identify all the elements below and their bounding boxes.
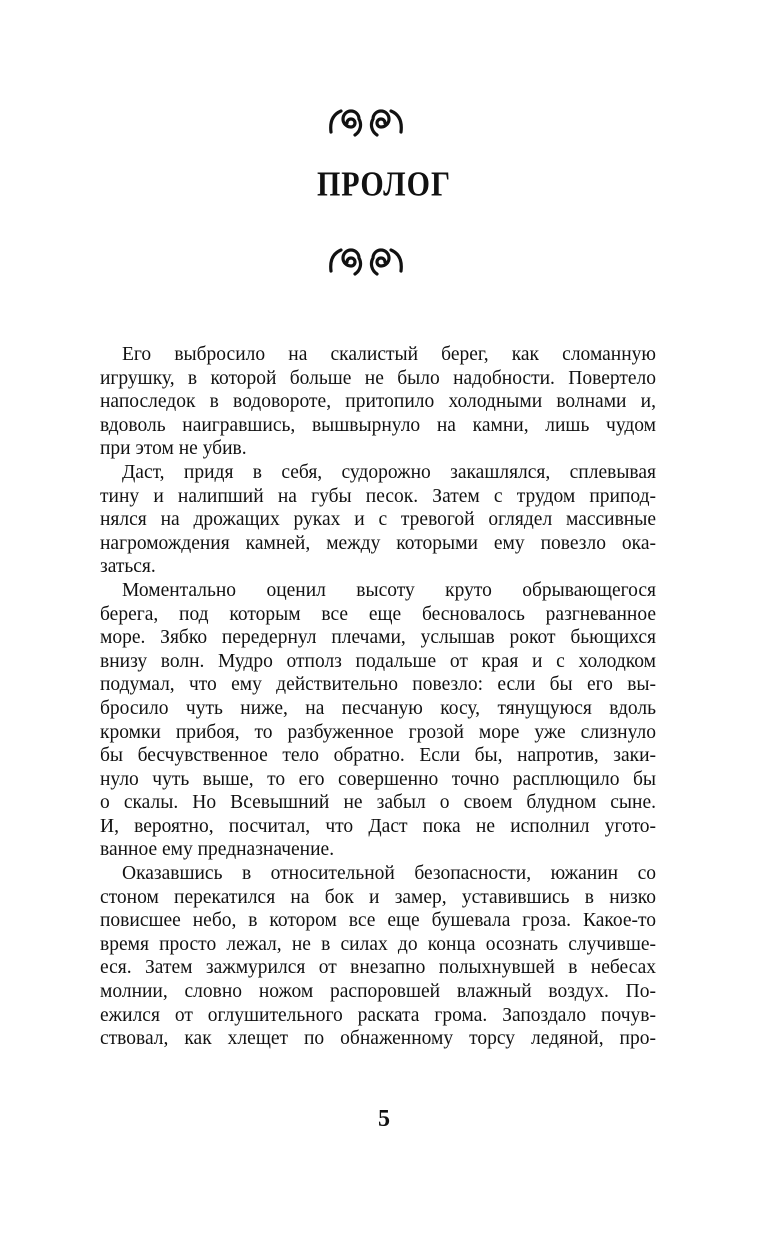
text-line: еся. Затем зажмурился от внезапно полыхнувшей в небесах: [100, 957, 656, 979]
text-line: Моментально оценил высоту круто обрывающегося: [122, 579, 656, 601]
text-line: стоном перекатился на бок и замер, уставившись в низко: [100, 886, 656, 908]
text-line: внизу волн. Мудро отполз подальше от края и с холодком: [100, 650, 656, 672]
paragraph: [100, 461, 656, 579]
text-line: нагромождения камней, между которыми ему повезло ока-: [100, 532, 656, 554]
text-line: И, вероятно, посчитал, что Даст пока не исполнил угото-: [100, 815, 656, 837]
text-line: море. Зябко передернул плечами, услышав рокот бьющихся: [100, 627, 656, 649]
paragraph: [100, 862, 656, 1051]
text-line: время просто лежал, не в силах до конца осознать случивше-: [100, 933, 656, 955]
text-line: Его выбросило на скалистый берег, как сломанную: [122, 344, 656, 365]
text-line: подумал, что ему действительно повезло: если бы его вы-: [100, 674, 656, 696]
text-line: заться.: [100, 556, 156, 578]
text-line: ежился от оглушительного раската грома. Запоздало почув-: [100, 1004, 656, 1026]
text-line: Оказавшись в относительной безопасности, южанин со: [122, 863, 656, 885]
text-line: напоследок в водовороте, притопило холодными волнами и,: [100, 391, 656, 413]
double-spiral-ornament-icon: [327, 106, 405, 140]
text-line: Даст, придя в себя, судорожно закашлялся, сплевывая: [122, 461, 656, 483]
double-spiral-ornament-icon: [327, 245, 405, 279]
text-line: нуло чуть выше, то его совершенно точно расплющило бы: [100, 768, 656, 790]
text-line: нялся на дрожащих руках и с тревогой оглядел массивные: [100, 509, 656, 531]
text-line: молнии, словно ножом распоровшей влажный воздух. По-: [100, 981, 656, 1003]
text-line: тину и налипший на губы песок. Затем с трудом припод-: [100, 485, 656, 507]
text-line: о скалы. Но Всевышний не забыл о своем блудном сыне.: [100, 792, 656, 814]
text-line: игрушку, в которой больше не было надобности. Повертело: [100, 367, 656, 389]
text-line: ванное ему предназначение.: [100, 839, 335, 861]
text-line: вдоволь наигравшись, вышвырнуло на камни, лишь чудом: [100, 414, 656, 436]
page-number: 5: [378, 1106, 390, 1132]
paragraph: [100, 579, 656, 862]
text-line: при этом не убив.: [100, 438, 247, 460]
text-line: бросило чуть ниже, на песчаную косу, тянущуюся вдоль: [100, 697, 656, 719]
text-line: кромки прибоя, то разбуженное грозой море уже слизнуло: [100, 721, 656, 743]
chapter-title: ПРОЛОГ: [316, 165, 452, 204]
text-line: повисшее небо, в котором все еще бушевала гроза. Какое-то: [100, 910, 656, 932]
text-line: бы бесчувственное тело обратно. Если бы, напротив, заки-: [100, 745, 656, 767]
body-text: [100, 343, 656, 1051]
paragraph: [100, 343, 656, 461]
text-line: берега, под которым все еще бесновалось разгневанное: [100, 603, 656, 625]
text-line: ствовал, как хлещет по обнаженному торсу ледяной, про-: [100, 1028, 656, 1050]
